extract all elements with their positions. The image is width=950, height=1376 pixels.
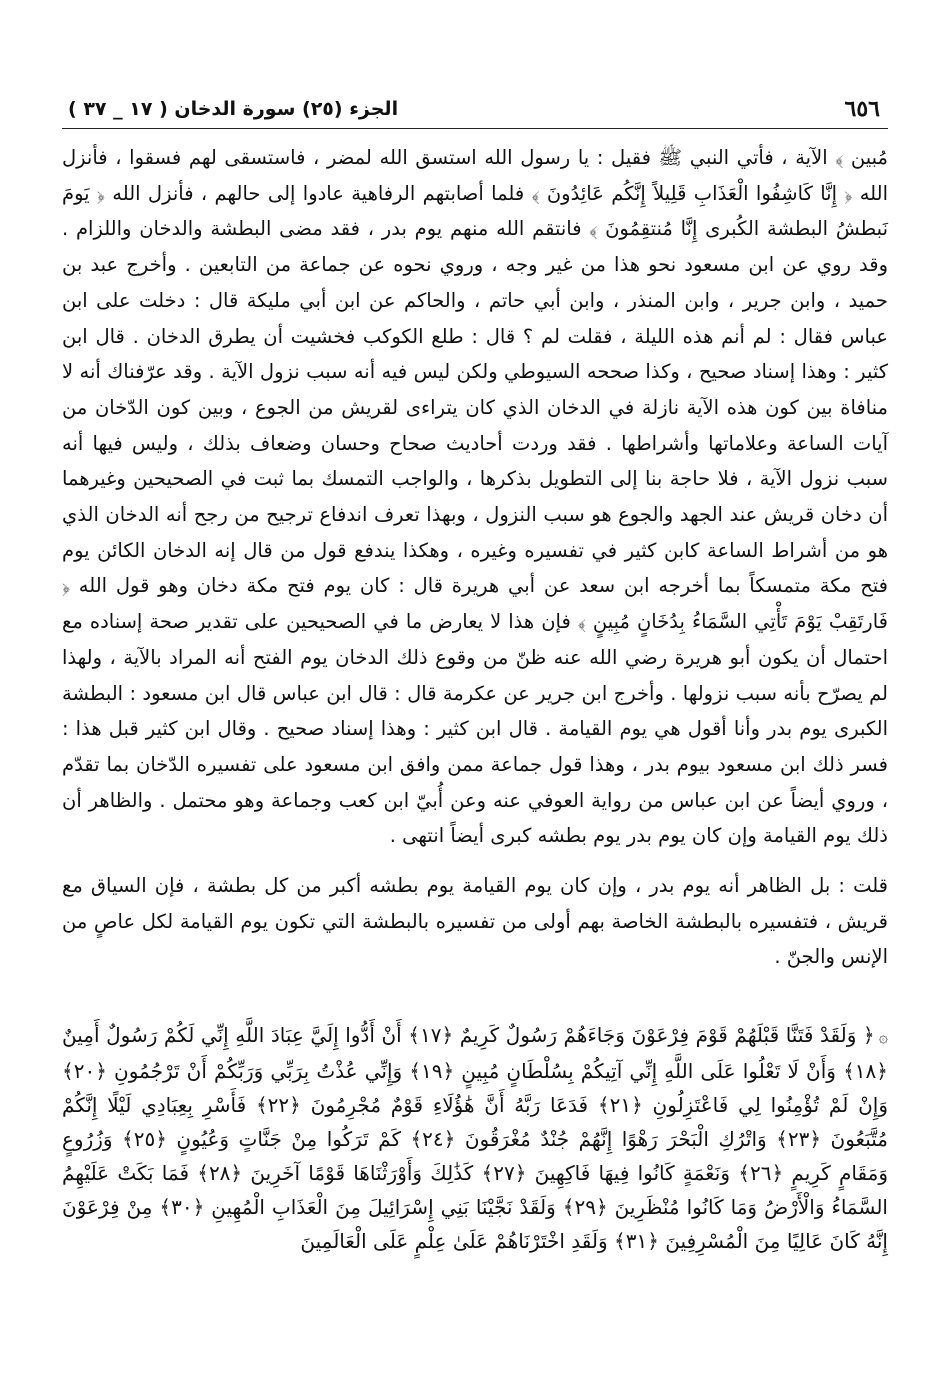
commentary-paragraph: قلت : بل الظاهر أنه يوم بدر ، وإن كان يوم القيامة يوم بطشه أكبر من كل بطشة ، فإن السياق مع قريش ، فتفسيره بالبطشة الخاصة بهم أولى من تفسيره بالبطشة التي تكون يوم القيامة لكل عاصٍ من الإنس والجنّ . <box>62 874 888 969</box>
commentary-paragraph: مُبين ﴾ الآية ، فأتي النبي ﷺ فقيل : يا رسول الله استسق الله لمضر ، فاستسقى لهم فسقوا ، فأنزل الله ﴿ إِنَّا كَاشِفُوا الْعَذَابِ قَلِيلاً إِنَّكُم عَائِدُونَ ﴾ فلما أصابتهم الرفاهية عادوا إلى حالهم ، فأنزل الله ﴿ يَومَ نَبطشُ البطشة الكُبرى إِنَّا مُنتقِمُونَ ﴾ فانتقم الله منهم يوم بدر ، فقد مضى البطشة والدخان واللزام . وقد روي عن ابن مسعود نحو هذا من غير وجه ، وروي نحوه عن جماعة من التابعين . وأخرج عبد بن حميد ، وابن جرير ، وابن المنذر ، وابن أبي حاتم ، والحاكم عن ابن أبي مليكة قال : دخلت على ابن عباس فقال : لم أنم هذه الليلة ، فقلت لم ؟ قال : طلع الكوكب فخشيت أن يطرق الدخان . قال ابن كثير : وهذا إسناد صحيح ، وكذا صححه السيوطي ولكن ليس فيه أنه سبب نزول الآية . وقد عرّفناك أنه لا منافاة بين كون هذه الآية نازلة في الدخان الذي كان يتراءى لقريش من الجوع ، وبين كون الدّخان من آيات الساعة وعلاماتها وأشراطها . فقد وردت أحاديث صحاح وحسان وضعاف بذلك ، وليس فيها أنه سبب نزول الآية ، فلا حاجة بنا إلى التطويل بذكرها ، والواجب التمسك بما ثبت في الصحيحين وغيرهما أن دخان قريش عند الجهد والجوع هو سبب النزول ، وبهذا تعرف اندفاع ترجيح من رجح أنه الدخان الذي هو من أشراط الساعة كابن كثير في تفسيره وغيره ، وهكذا يندفع قول من قال إنه الدخان الكائن يوم فتح مكة متمسكاً بما أخرجه ابن سعد عن أبي هريرة قال : كان يوم فتح مكة دخان وهو قول الله ﴿ فَارتَقِبْ يَوْمَ تَأْتِي السَّمَاءُ بِدُخَانٍ مُبِينٍ ﴾ فإن هذا لا يعارض ما في الصحيحين على تقدير صحة إسناده مع احتمال أن يكون أبو هريرة رضي الله عنه ظنّ من وقوع ذلك الدخان يوم الفتح أنه المراد بالآية ، ولهذا لم يصرّح بأنه سبب نزولها . وأخرج ابن جرير عن عكرمة قال : قال ابن عباس قال ابن مسعود : البطشة الكبرى يوم بدر وأنا أقول هي يوم القيامة . قال ابن كثير : وهذا إسناد صحيح . وقال ابن كثير قبل هذا : فسر ذلك ابن مسعود بيوم بدر ، وهذا قول جماعة ممن وافق ابن مسعود على تفسيره الدّخان بما تقدّم ، وروي أيضاً عن ابن عباس من رواية العوفي عنه وعن أُبيّ ابن كعب وجماعة وهو محتمل . والظاهر أن ذلك يوم القيامة وإن كان يوم بدر يوم بطشه كبرى أيضاً انتهى . <box>62 146 888 848</box>
commentary-text <box>62 140 888 975</box>
rub-el-hizb-icon: ۞ <box>878 1027 888 1046</box>
running-title: الجزء (٢٥) سورة الدخان ( ١٧ _ ٣٧ ) <box>68 98 399 120</box>
quran-verses-block <box>62 1018 888 1258</box>
quran-verses-text: ﴿ وَلَقَدْ فَتَنَّا قَبْلَهُمْ قَوْمَ فِرْعَوْنَ وَجَاءَهُمْ رَسُولٌ كَرِيمٌ ﴿١٧﴾ أَنْ أَدُّوا إِلَيَّ عِبَادَ اللَّهِ إِنِّي لَكُمْ رَسُولٌ أَمِينٌ ﴿١٨﴾ وَأَنْ لَا تَعْلُوا عَلَى اللَّهِ إِنِّي آتِيكُمْ بِسُلْطَانٍ مُبِينٍ ﴿١٩﴾ وَإِنِّي عُذْتُ بِرَبِّي وَرَبِّكُمْ أَنْ تَرْجُمُونِ ﴿٢٠﴾ وَإِنْ لَمْ تُؤْمِنُوا لِي فَاعْتَزِلُونِ ﴿٢١﴾ فَدَعَا رَبَّهُ أَنَّ هَٰؤُلَاءِ قَوْمٌ مُجْرِمُونَ ﴿٢٢﴾ فَأَسْرِ بِعِبَادِي لَيْلًا إِنَّكُمْ مُتَّبَعُونَ ﴿٢٣﴾ وَاتْرُكِ الْبَحْرَ رَهْوًا إِنَّهُمْ جُنْدٌ مُغْرَقُونَ ﴿٢٤﴾ كَمْ تَرَكُوا مِنْ جَنَّاتٍ وَعُيُونٍ ﴿٢٥﴾ وَزُرُوعٍ وَمَقَامٍ كَرِيمٍ ﴿٢٦﴾ وَنَعْمَةٍ كَانُوا فِيهَا فَاكِهِينَ ﴿٢٧﴾ كَذَٰلِكَ وَأَوْرَثْنَاهَا قَوْمًا آخَرِينَ ﴿٢٨﴾ فَمَا بَكَتْ عَلَيْهِمُ السَّمَاءُ وَالْأَرْضُ وَمَا كَانُوا مُنْظَرِينَ ﴿٢٩﴾ وَلَقَدْ نَجَّيْنَا بَنِي إِسْرَائِيلَ مِنَ الْعَذَابِ الْمُهِينِ ﴿٣٠﴾ مِنْ فِرْعَوْنَ إِنَّهُ كَانَ عَالِيًا مِنَ الْمُسْرِفِينَ ﴿٣١﴾ وَلَقَدِ اخْتَرْنَاهُمْ عَلَىٰ عِلْمٍ عَلَى الْعَالَمِينَ <box>62 1023 888 1253</box>
quran-verses <box>62 1018 888 1258</box>
page-number: ٦٥٦ <box>844 96 880 122</box>
header-divider <box>62 128 888 129</box>
page-header <box>60 96 888 126</box>
